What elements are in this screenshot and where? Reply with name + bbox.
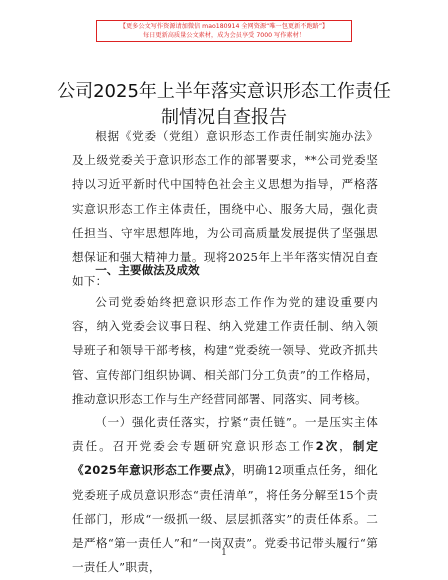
meeting-count: 2次 — [315, 439, 340, 454]
promo-banner — [96, 20, 352, 42]
intro-paragraph: 根据《党委（党组）意识形态工作责任制实施办法》及上级党委关于意识形态工作的部署要求，**公司党委坚持以习近平新时代中国特色社会主义思想为指导，严格落实意识形态工作主体责任，围绕中心、服务大局，强化责任担当、守牢思想阵地，为公司高质量发展提供了坚强思想保证和强大精神力量。现将2025年上半年落实情况自查如下： — [72, 129, 378, 289]
page-number: 1 — [221, 548, 227, 558]
document-title: 公司2025年上半年落实意识形态工作责任制情况自查报告 — [57, 81, 391, 128]
promo-banner-line2: 每日更新高质量公文素材，成为会员享受 7000 写作素材！ — [143, 32, 305, 39]
section1-paragraph: 公司党委始终把意识形态工作作为党的建设重要内容，纳入党委会议事日程、纳入党建工作责任制、纳入领导班子和领导干部考核，构建“党委统一领导、党政齐抓共管、宣传部门组织协调、相关部门分工负责”的工作格局，推动意识形态工作与生产经营同部署、同落实、同考核。 — [72, 295, 378, 406]
promo-banner-line1: 【更多公文写作资源请加微信 mao180914 全网资源“唯一包更新不跑路”】 — [119, 23, 329, 30]
work-plan-name: 制定《2025年意识形态工作要点》 — [72, 439, 379, 478]
subsection-lead: 一是压实主体责任。召开党委会专题研究意识形态工作 — [72, 415, 378, 454]
separator-comma: ， — [339, 439, 353, 454]
subsection-heading: （一）强化责任落实，拧紧“责任链”。 — [95, 415, 305, 429]
section-heading-1: 一、主要做法及成效 — [95, 263, 200, 277]
subsection-rest: ，明确12项重点任务，细化党委班子成员意识形态“责任清单”，将任务分解至15个责任部门，形成“一级抓一级、层层抓落实”的责任体系。二是严格“第一责任人”和“一岗双责”。党委书记带头履行“第一责任人”职责， — [72, 463, 379, 575]
